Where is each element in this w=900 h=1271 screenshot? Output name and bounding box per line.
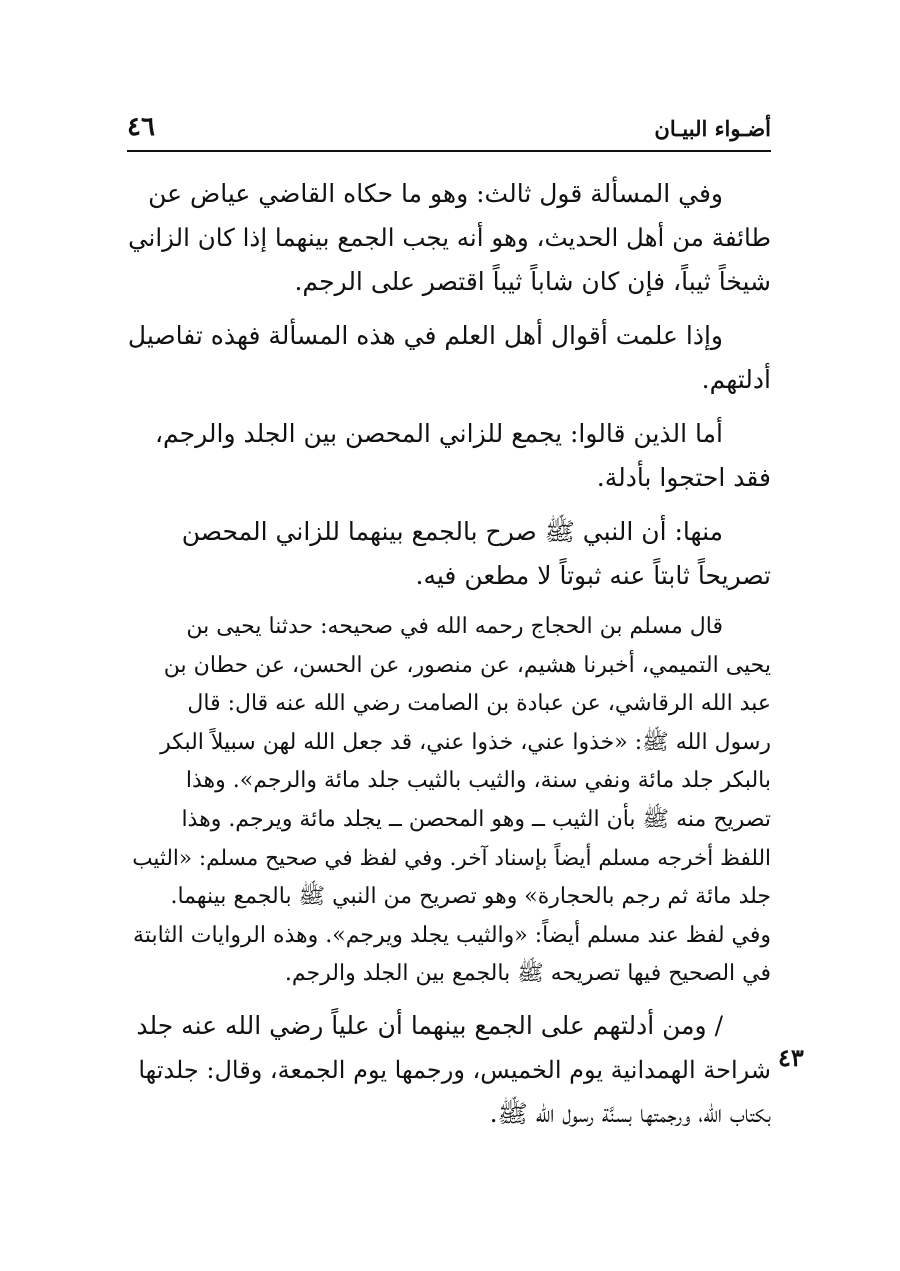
page-number: ٤٦: [127, 112, 155, 142]
text-line: في الصحيح فيها تصريحه ﷺ بالجمع بين الجلد والرجم.: [284, 961, 771, 987]
text-line: أما الذين قالوا: يجمع للزاني المحصن بين الجلد والرجم،: [154, 419, 723, 448]
text-line: جلد مائة ثم رجم بالحجارة» وهو تصريح من النبي ﷺ بالجمع بينهما.: [170, 884, 771, 910]
text-line: فقد احتجوا بأدلة.: [596, 463, 771, 492]
margin-page-reference: ٤٣: [778, 1043, 804, 1072]
paragraph-evidence-intro: [127, 314, 771, 402]
text-line: رسول الله ﷺ: «خذوا عني، خذوا عني، قد جعل الله لهن سبيلاً البكر: [160, 729, 771, 755]
text-line: وفي المسألة قول ثالث: وهو ما حكاه القاضي عياض عن: [148, 179, 723, 208]
paragraph-first-evidence: [127, 510, 771, 598]
text-line: طائفة من أهل الحديث، وهو أنه يجب الجمع بينهما إذا كان الزاني: [128, 223, 771, 252]
header-rule: [127, 150, 771, 152]
text-line: تصريح منه ﷺ بأن الثيب ــ وهو المحصن ــ يجلد مائة ويرجم. وهذا: [181, 806, 771, 832]
text-line: وفي لفظ عند مسلم أيضاً: «والثيب يجلد ويرجم». وهذه الروايات الثابتة: [133, 922, 771, 948]
text-line: قال مسلم بن الحجاج رحمه الله في صحيحه: حدثنا يحيى بن: [186, 614, 723, 639]
paragraph-ali-evidence: [127, 1004, 771, 1136]
text-line: أدلتهم.: [701, 365, 771, 394]
text-line: يحيى التميمي، أخبرنا هشيم، عن منصور، عن الحسن، عن حطان بن: [163, 652, 771, 678]
text-line: بكتاب الله، ورجمتها بسنَّة رسول الله ﷺ.: [489, 1098, 771, 1128]
text-line: وإذا علمت أقوال أهل العلم في هذه المسألة فهذه تفاصيل: [127, 321, 723, 350]
paragraph-those-who-said: [127, 412, 771, 500]
paragraph-third-opinion: [127, 172, 771, 304]
page-header: [127, 112, 771, 148]
running-title: أضـواء البيـان: [654, 116, 771, 141]
text-line: شيخاً ثيباً، فإن كان شاباً ثيباً اقتصر على الرجم.: [294, 267, 771, 296]
paragraph-muslim-hadith: [127, 608, 771, 994]
page-body: [127, 172, 771, 1146]
text-line: تصريحاً ثابتاً عنه ثبوتاً لا مطعن فيه.: [415, 561, 771, 590]
text-line: / ومن أدلتهم على الجمع بينهما أن علياً رضي الله عنه جلد: [136, 1010, 723, 1040]
text-line: اللفظ أخرجه مسلم أيضاً بإسناد آخر. وفي لفظ في صحيح مسلم: «الثيب: [132, 845, 771, 871]
text-line: شراحة الهمدانية يوم الخميس، ورجمها يوم الجمعة، وقال: جلدتها: [138, 1055, 771, 1084]
text-line: منها: أن النبي ﷺ صرح بالجمع بينهما للزاني المحصن: [181, 517, 723, 546]
text-line: عبد الله الرقاشي، عن عبادة بن الصامت رضي الله عنه قال: قال: [187, 691, 771, 717]
text-line: بالبكر جلد مائة ونفي سنة، والثيب بالثيب جلد مائة والرجم». وهذا: [185, 768, 771, 794]
